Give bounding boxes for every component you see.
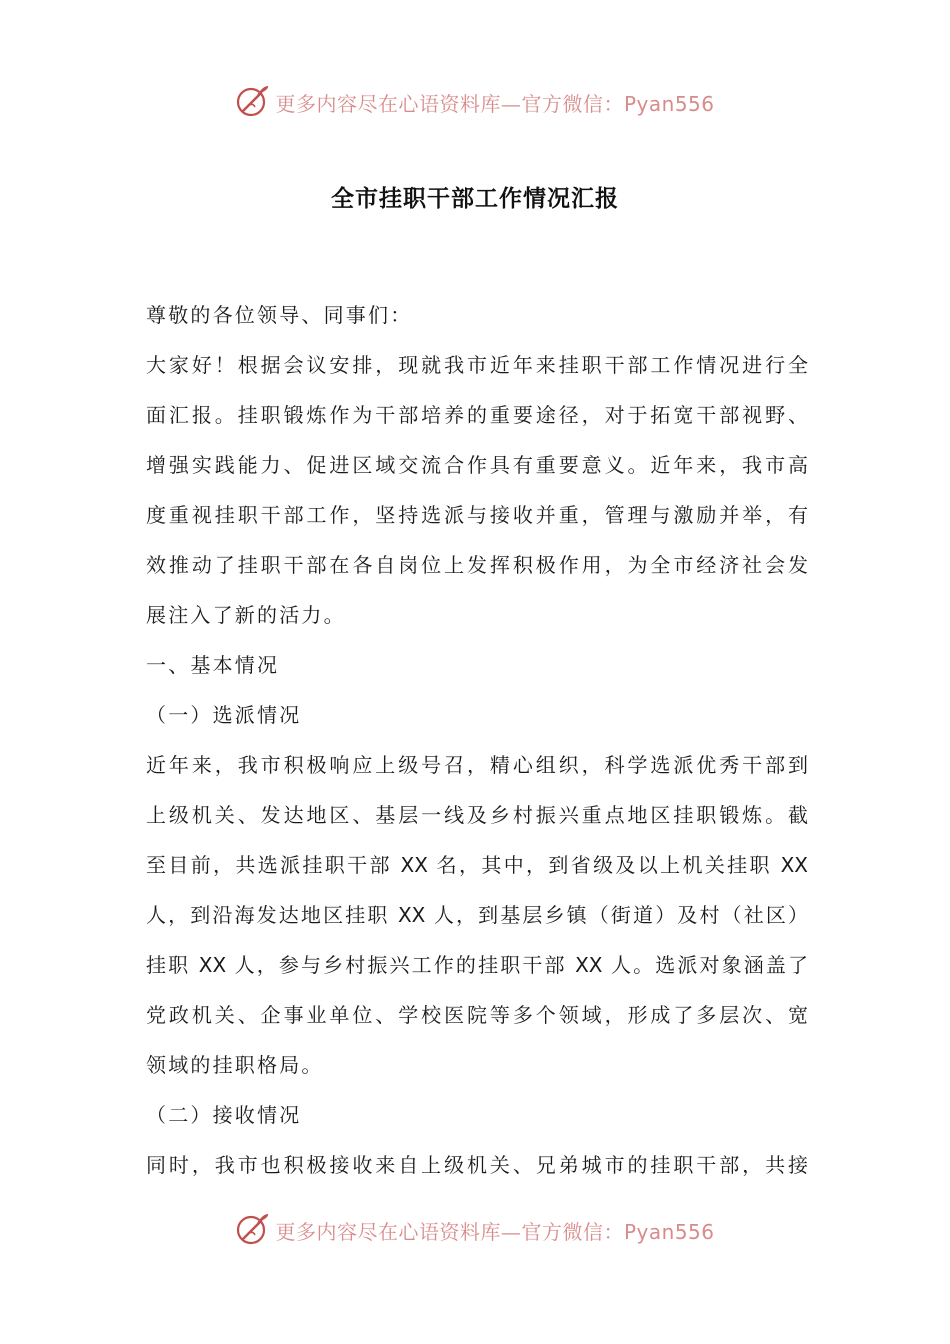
watermark-label: 更多内容尽在心语资料库—官方微信： bbox=[275, 1219, 624, 1244]
watermark-text bbox=[275, 1216, 714, 1245]
text-line: 展注入了新的活力。 bbox=[146, 603, 346, 627]
text-line: 增强实践能力、促进区域交流合作具有重要意义。近年来，我市高 bbox=[146, 453, 808, 477]
text-line: 近年来，我市积极响应上级号召，精心组织，科学选派优秀干部到 bbox=[146, 753, 808, 777]
text-line: 党政机关、企事业单位、学校医院等多个领域，形成了多层次、宽 bbox=[146, 1003, 808, 1027]
quill-logo-icon bbox=[235, 84, 271, 120]
text-line: 面汇报。挂职锻炼作为干部培养的重要途径，对于拓宽干部视野、 bbox=[146, 403, 808, 427]
watermark-wechat-id: Pyan556 bbox=[623, 1219, 715, 1244]
section-heading: 一、基本情况 bbox=[146, 653, 280, 677]
document-body bbox=[146, 290, 808, 1190]
subsection-heading: （一）选派情况 bbox=[146, 703, 302, 727]
text-line: 同时，我市也积极接收来自上级机关、兄弟城市的挂职干部，共接 bbox=[146, 1153, 808, 1177]
watermark-wechat-id: Pyan556 bbox=[623, 91, 715, 116]
text-line: 尊敬的各位领导、同事们： bbox=[146, 303, 413, 327]
watermark-label: 更多内容尽在心语资料库—官方微信： bbox=[275, 91, 624, 116]
text-line: 大家好！根据会议安排，现就我市近年来挂职干部工作情况进行全 bbox=[146, 353, 808, 377]
text-line: 至目前，共选派挂职干部 XX 名，其中，到省级及以上机关挂职 XX bbox=[146, 853, 808, 877]
footer-watermark-banner bbox=[0, 1206, 950, 1254]
header-watermark-banner bbox=[0, 78, 950, 126]
text-line: 挂职 XX 人，参与乡村振兴工作的挂职干部 XX 人。选派对象涵盖了 bbox=[146, 953, 808, 977]
text-line: 上级机关、发达地区、基层一线及乡村振兴重点地区挂职锻炼。截 bbox=[146, 803, 808, 827]
subsection-heading: （二）接收情况 bbox=[146, 1103, 302, 1127]
quill-logo-icon bbox=[235, 1212, 271, 1248]
text-line: 领域的挂职格局。 bbox=[146, 1053, 324, 1077]
text-line: 度重视挂职干部工作，坚持选派与接收并重，管理与激励并举，有 bbox=[146, 503, 808, 527]
document-title: 全市挂职干部工作情况汇报 bbox=[331, 186, 619, 212]
text-line: 效推动了挂职干部在各自岗位上发挥积极作用，为全市经济社会发 bbox=[146, 553, 808, 577]
watermark-text bbox=[275, 88, 714, 117]
text-line: 人，到沿海发达地区挂职 XX 人，到基层乡镇（街道）及村（社区） bbox=[146, 903, 808, 927]
